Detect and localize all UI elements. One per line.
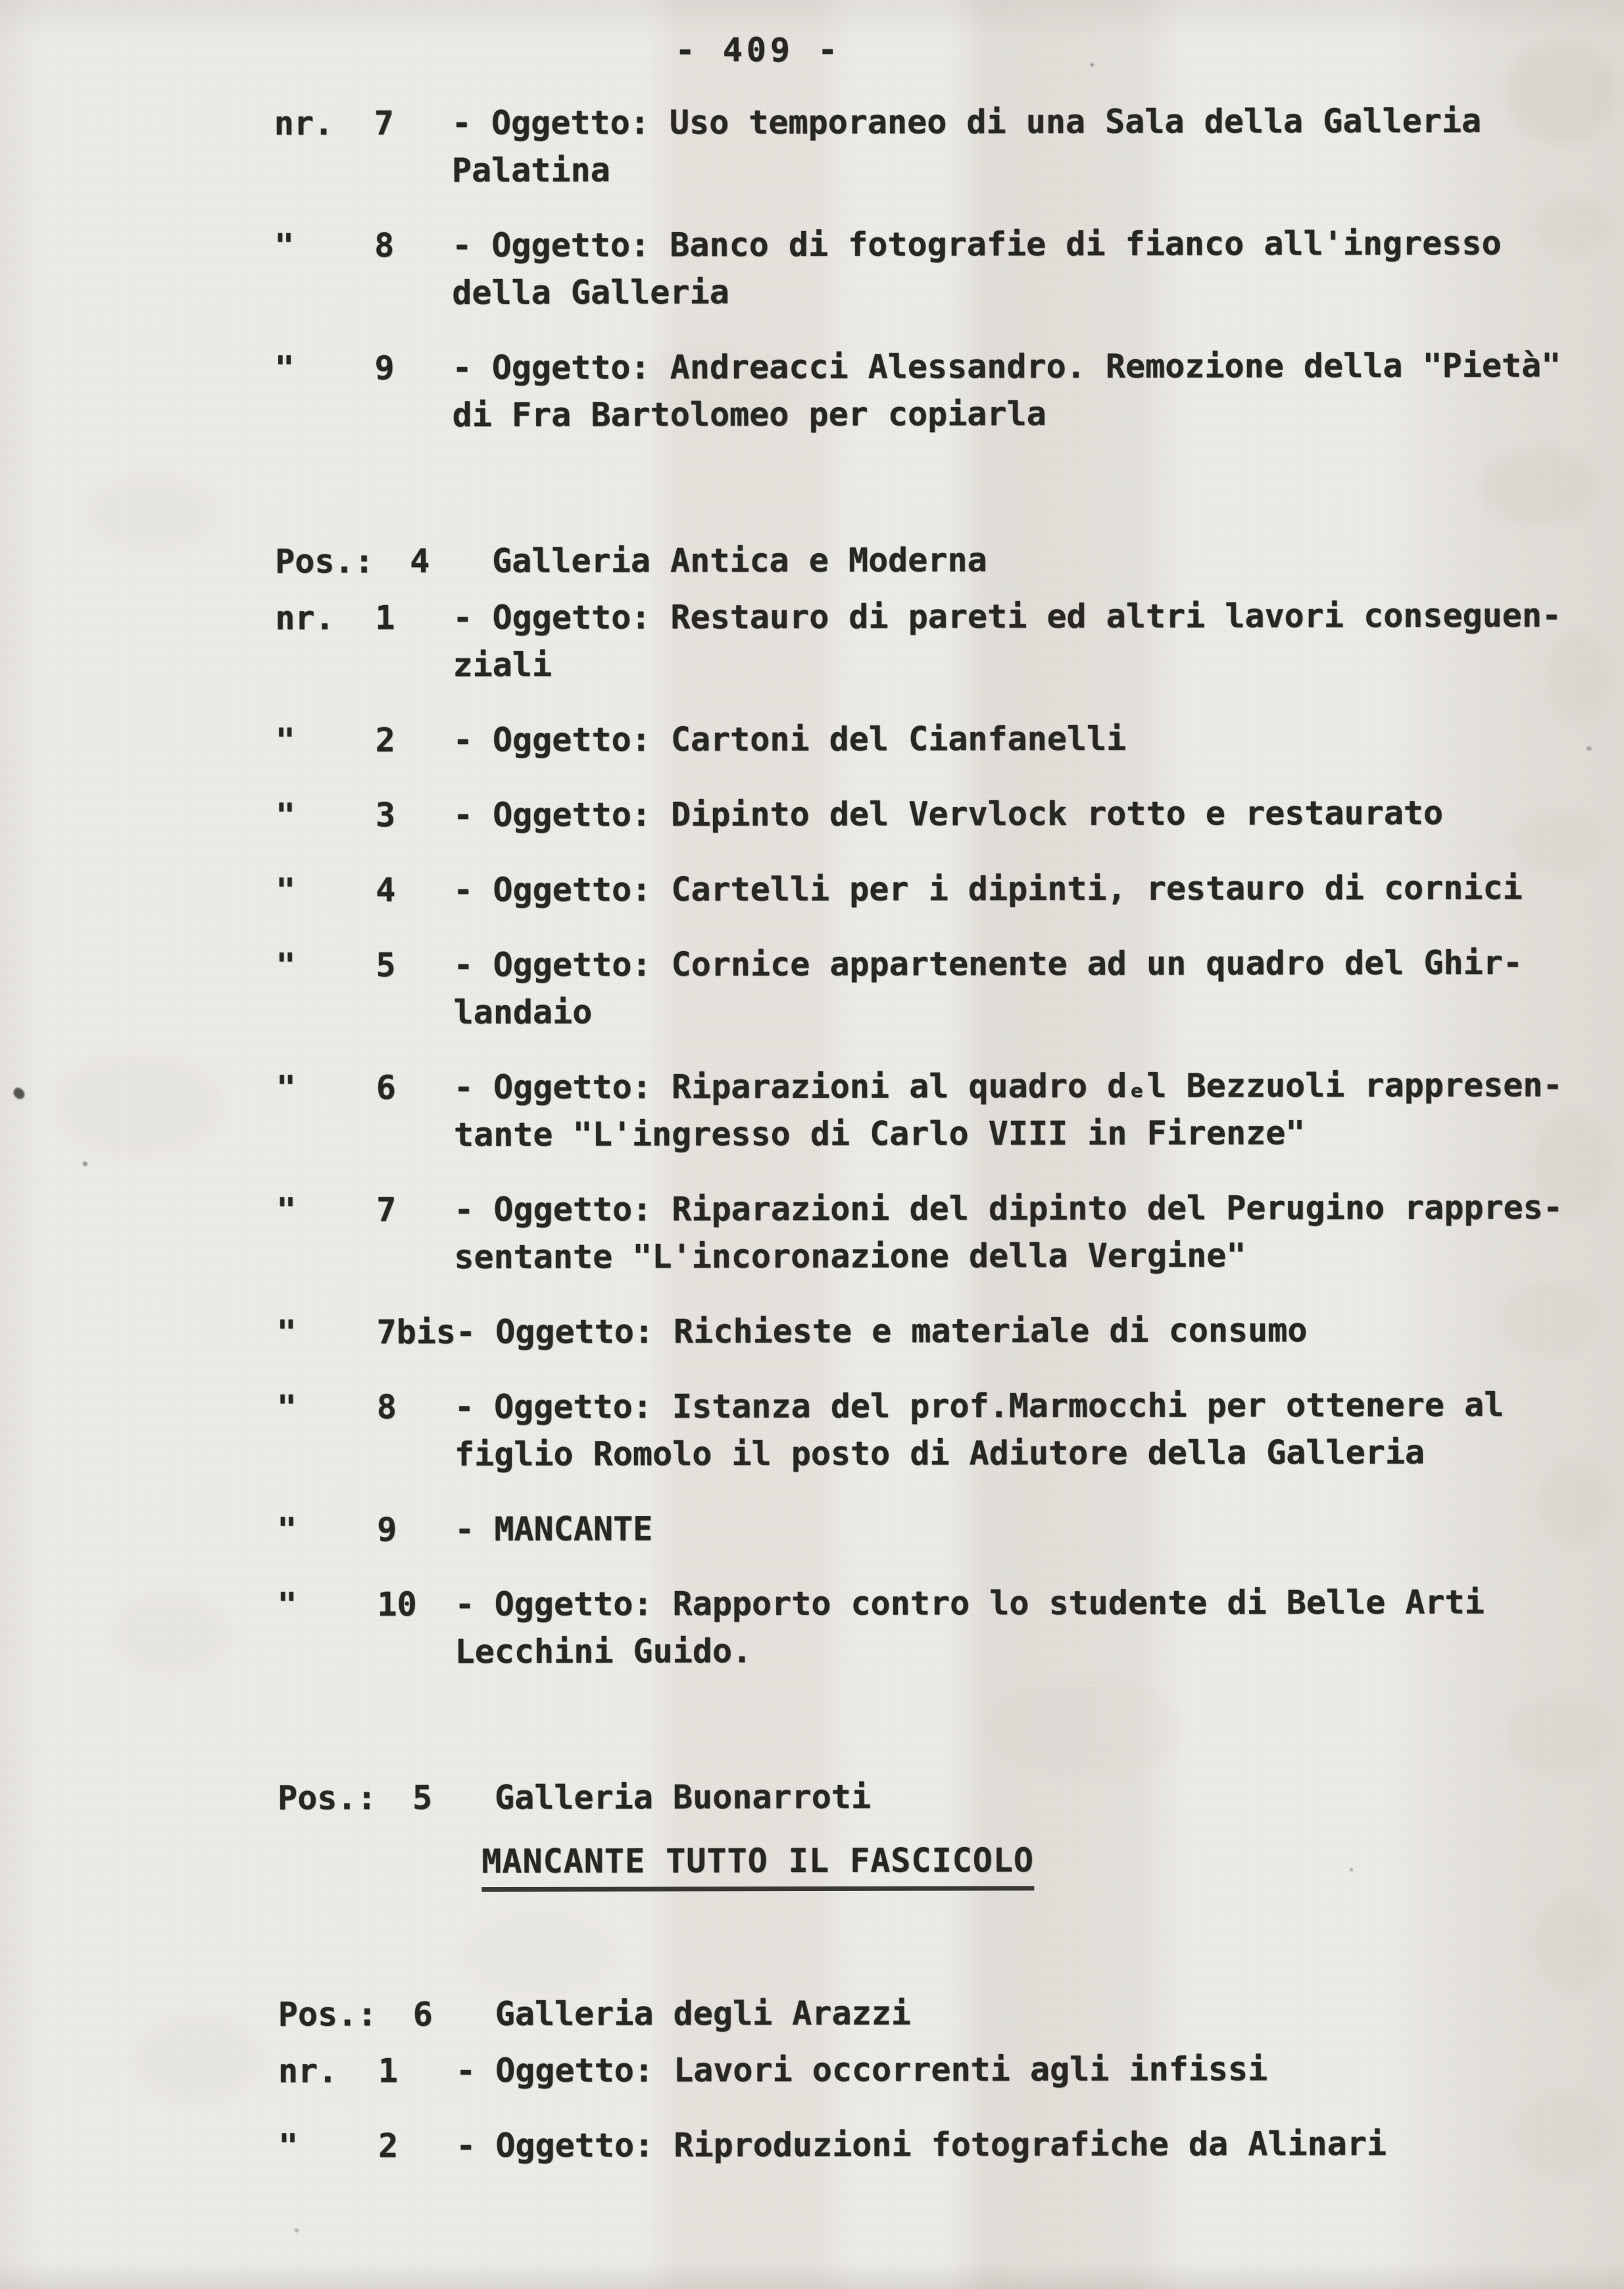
ditto-mark: ": [277, 1510, 297, 1549]
entry-line1: - MANCANTE: [455, 1510, 653, 1549]
section-pos-6: [278, 1988, 1561, 2170]
ditto-mark: ": [278, 2127, 299, 2165]
entry-line1: - Oggetto: Uso temporaneo di una Sala della Galleria: [451, 101, 1482, 143]
entry-line1: - Oggetto: Restauro di pareti ed altri lavori conseguen-: [453, 596, 1562, 637]
entry-label: nr.: [275, 599, 335, 637]
entry-line2: Lecchini Guido.: [455, 1632, 752, 1671]
pos-number: 5: [412, 1779, 433, 1817]
entry-number: 4: [376, 871, 396, 910]
section-pos-5: [278, 1772, 1560, 1892]
section-title: Galleria Antica e Moderna: [492, 541, 987, 581]
ditto-mark: ": [276, 1191, 297, 1229]
section-header: [275, 535, 1557, 585]
entry-line1: - Oggetto: Cornice appartenente ad un quadro del Ghir-: [453, 943, 1523, 985]
entry-number: 1: [378, 2052, 399, 2090]
entry-line2: di Fra Bartolomeo per copiarla: [452, 395, 1046, 435]
entry-number: 7bis: [376, 1313, 456, 1352]
entry-line2: sentante "L'incoronazione della Vergine": [454, 1236, 1246, 1277]
entry-text: [452, 97, 1556, 195]
entry-row: [277, 1381, 1559, 1479]
entry-number: 9: [374, 349, 395, 387]
pos-label: Pos.:: [278, 1779, 377, 1817]
entry-line1: - Oggetto: Cartelli per i dipinti, restauro di cornici: [453, 868, 1523, 910]
entry-text: [456, 1306, 1559, 1356]
pos-label: Pos.:: [275, 542, 374, 581]
entry-line1: - Oggetto: Riparazioni del dipinto del Perugino rappres-: [454, 1188, 1563, 1229]
ditto-mark: ": [274, 349, 295, 387]
section-continuation: [274, 97, 1562, 439]
entry-text: [455, 1381, 1559, 1479]
ditto-mark: ": [276, 946, 296, 985]
ditto-mark: ": [275, 721, 295, 760]
entry-line1: - Oggetto: Dipinto del Vervlock rotto e restaurato: [453, 793, 1444, 835]
entry-number: 8: [374, 226, 395, 265]
entry-line1: - Oggetto: Lavori occorrenti agli infissi: [455, 2050, 1268, 2090]
entry-label: nr.: [274, 104, 334, 143]
entry-label: nr.: [278, 2052, 338, 2090]
entry-text: [456, 2120, 1560, 2170]
ditto-mark: ": [274, 226, 295, 265]
entry-line1: - Oggetto: Riparazioni al quadro dₑl Bezzuoli rappresen-: [453, 1066, 1563, 1107]
ditto-mark: ": [276, 871, 296, 910]
entry-number: 8: [376, 1388, 397, 1427]
entry-line1: - Oggetto: Cartoni del Cianfanelli: [453, 719, 1127, 760]
pos-number: 4: [410, 542, 430, 581]
entry-text: [453, 592, 1562, 689]
entry-row: [278, 2120, 1560, 2170]
entry-number: 9: [377, 1510, 397, 1549]
entry-number: 2: [378, 2127, 399, 2165]
entry-text: [453, 789, 1558, 839]
entry-line1: - Oggetto: Richieste e materiale di consumo: [455, 1311, 1308, 1352]
entry-row: [274, 97, 1556, 195]
entry-row: [276, 1184, 1563, 1281]
entry-line1: - Oggetto: Rapporto contro lo studente di Belle Arti: [455, 1583, 1485, 1624]
entry-number: 2: [375, 721, 395, 760]
ditto-mark: ": [276, 1313, 297, 1352]
missing-fascicle-note: MANCANTE TUTTO IL FASCICOLO: [481, 1836, 1034, 1892]
pos-label: Pos.:: [278, 1995, 378, 2034]
entry-line2: figlio Romolo il posto di Adiutore della Galleria: [454, 1433, 1425, 1474]
ditto-mark: ": [275, 796, 296, 835]
entry-line2: della Galleria: [452, 273, 729, 312]
section-title: Galleria degli Arazzi: [495, 1994, 911, 2034]
entry-text: [456, 2045, 1560, 2095]
ditto-mark: ": [277, 1585, 297, 1624]
entry-text: [453, 714, 1558, 764]
entry-line1: - Oggetto: Banco di fotografie di fianco all'ingresso: [452, 224, 1502, 265]
entry-line2: Palatina: [451, 151, 610, 190]
entry-line2: ziali: [453, 645, 553, 685]
entry-row: [277, 1306, 1559, 1356]
entry-line2: landaio: [453, 993, 593, 1032]
entry-number: 5: [376, 946, 396, 985]
entry-row: [274, 342, 1562, 439]
entry-text: [453, 939, 1558, 1037]
section-header: [278, 1988, 1560, 2038]
entry-line1: - Oggetto: Riproduzioni fotografiche da Alinari: [456, 2125, 1387, 2165]
entry-row: [276, 864, 1558, 914]
entry-row: [278, 2045, 1560, 2095]
entry-text: [452, 342, 1562, 439]
section-pos-4: [275, 535, 1563, 1676]
section-title: Galleria Buonarroti: [495, 1777, 872, 1817]
entry-row: [277, 1504, 1559, 1554]
entry-text: [453, 1062, 1563, 1159]
page-number: - 409 -: [675, 30, 842, 70]
entry-number: 7: [374, 104, 394, 143]
entry-text: [455, 1504, 1559, 1554]
entry-row: [274, 220, 1556, 317]
entry-text: [453, 864, 1558, 914]
entry-text: [452, 220, 1556, 317]
entry-row: [276, 1062, 1563, 1159]
entry-line1: - Oggetto: Andreacci Alessandro. Remozione della "Pietà": [452, 346, 1562, 387]
missing-fascicle-row: [481, 1836, 1560, 1892]
entry-row: [276, 714, 1558, 764]
ditto-mark: ": [276, 1388, 297, 1427]
entry-text: [454, 1184, 1563, 1281]
entry-row: [276, 939, 1558, 1037]
entry-row: [276, 789, 1558, 839]
ditto-mark: ": [276, 1068, 296, 1107]
section-header: [278, 1772, 1560, 1822]
entry-row: [277, 1579, 1559, 1676]
entry-number: 6: [376, 1068, 396, 1107]
entry-line1: - Oggetto: Istanza del prof.Marmocchi per ottenere al: [454, 1385, 1504, 1427]
entry-text: [455, 1579, 1559, 1676]
entry-number: 7: [376, 1191, 397, 1229]
entry-row: [275, 592, 1562, 689]
entry-line2: tante "L'ingresso di Carlo VIII in Firenze": [453, 1114, 1306, 1154]
entry-number: 1: [375, 599, 395, 637]
entry-number: 3: [375, 796, 396, 835]
pos-number: 6: [412, 1995, 433, 2034]
entry-number: 10: [377, 1585, 417, 1624]
